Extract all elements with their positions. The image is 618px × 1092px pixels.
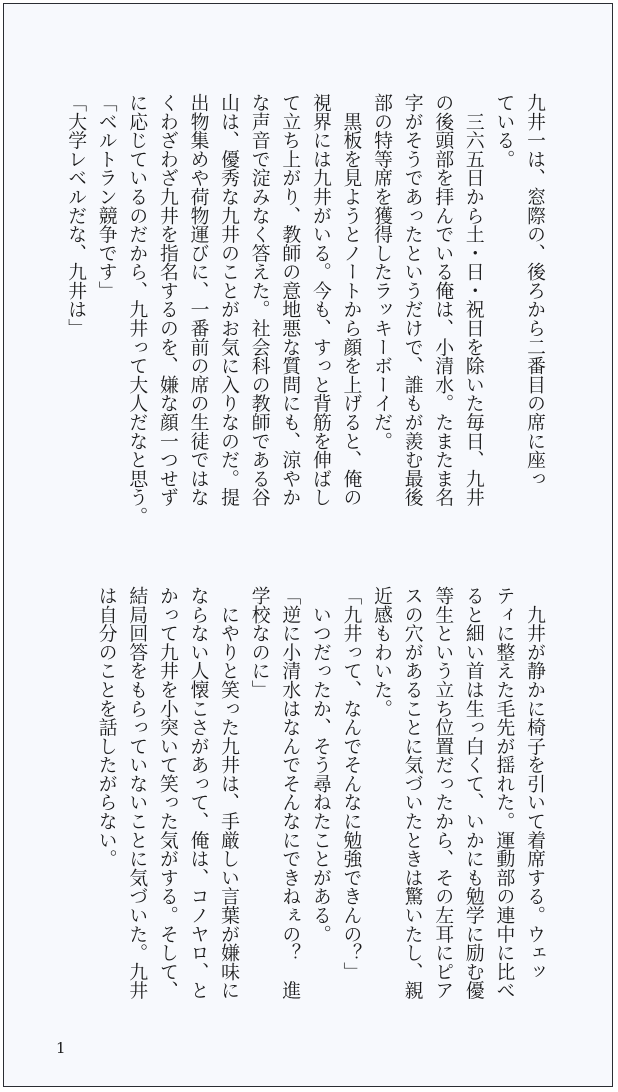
text-line: 字がそうであったというだけで、誰もが羨む最後 xyxy=(401,93,423,507)
text-line: 「大学レベルだな、九井は」 xyxy=(65,93,87,338)
text-line: にやりと笑った九井は、手厳しい言葉が嫌味に xyxy=(218,586,240,1000)
text-line: 学校なのに」 xyxy=(248,586,270,699)
text-line: 「逆に小清水はなんでそんなにできねぇの？ 進 xyxy=(279,586,301,1000)
text-line: 黒板を見ようとノートから顔を上げると、俺の xyxy=(340,93,362,507)
text-line: ティに整えた毛先が揺れた。運動部の連中に比べ xyxy=(493,586,515,1000)
text-line: 三六五日から土・日・祝日を除いた毎日、九井 xyxy=(462,93,484,507)
text-line: ている。 xyxy=(493,93,515,169)
text-line: ると細い首は生っ白くて、いかにも勉学に励む優 xyxy=(462,586,484,1000)
book-page xyxy=(3,3,613,1087)
text-line: 山は、優秀な九井のことがお気に入りなのだ。提 xyxy=(218,93,240,507)
text-line: 「ベルトラン競争です」 xyxy=(95,93,117,300)
lower-text-block xyxy=(69,586,549,1046)
text-line: 結局回答をもらっていないことに気づいた。九井 xyxy=(126,586,148,1000)
text-line: 九井一は、窓際の、後ろから二番目の席に座っ xyxy=(524,93,545,488)
text-line: 近感もわいた。 xyxy=(371,586,393,718)
text-line: に応じているのだから、九井って大人だなと思う。 xyxy=(126,93,148,526)
text-line: な声音で淀みなく答えた。社会科の教師である谷 xyxy=(248,93,270,507)
text-line: は自分のことを話したがらない。 xyxy=(95,586,117,868)
text-line: くわざわざ九井を指名するのを、嫌な顔一つせず xyxy=(156,93,178,507)
text-line: 等生という立ち位置だったから、その左耳にピア xyxy=(432,586,454,1000)
text-line: 視界には九井がいる。今も、すっと背筋を伸ばし xyxy=(309,93,331,507)
text-line: て立ち上がり、教師の意地悪な質問にも、涼やか xyxy=(279,93,301,507)
text-line: の後頭部を拝んでいる俺は、小清水。たまたま名 xyxy=(432,93,454,507)
upper-text-block xyxy=(65,93,549,563)
text-line: スの穴があることに気づいたときは驚いたし、親 xyxy=(401,586,423,1000)
text-line: いつだったか、そう尋ねたことがある。 xyxy=(309,586,331,944)
text-line: 部の特等席を獲得したラッキーボーイだ。 xyxy=(371,93,393,451)
text-line: 「九井って、なんでそんなに勉強できんの？」 xyxy=(340,586,362,981)
text-line: 九井が静かに椅子を引いて着席する。ウェッ xyxy=(524,586,545,981)
text-line: かって九井を小突いて笑った気がする。そして、 xyxy=(156,586,178,1000)
page-number: 1 xyxy=(56,1039,66,1057)
text-line: ならない人懐こさがあって、俺は、コノヤロ、と xyxy=(187,586,209,1000)
text-line: 出物集めや荷物運びに、一番前の席の生徒ではな xyxy=(187,93,209,507)
